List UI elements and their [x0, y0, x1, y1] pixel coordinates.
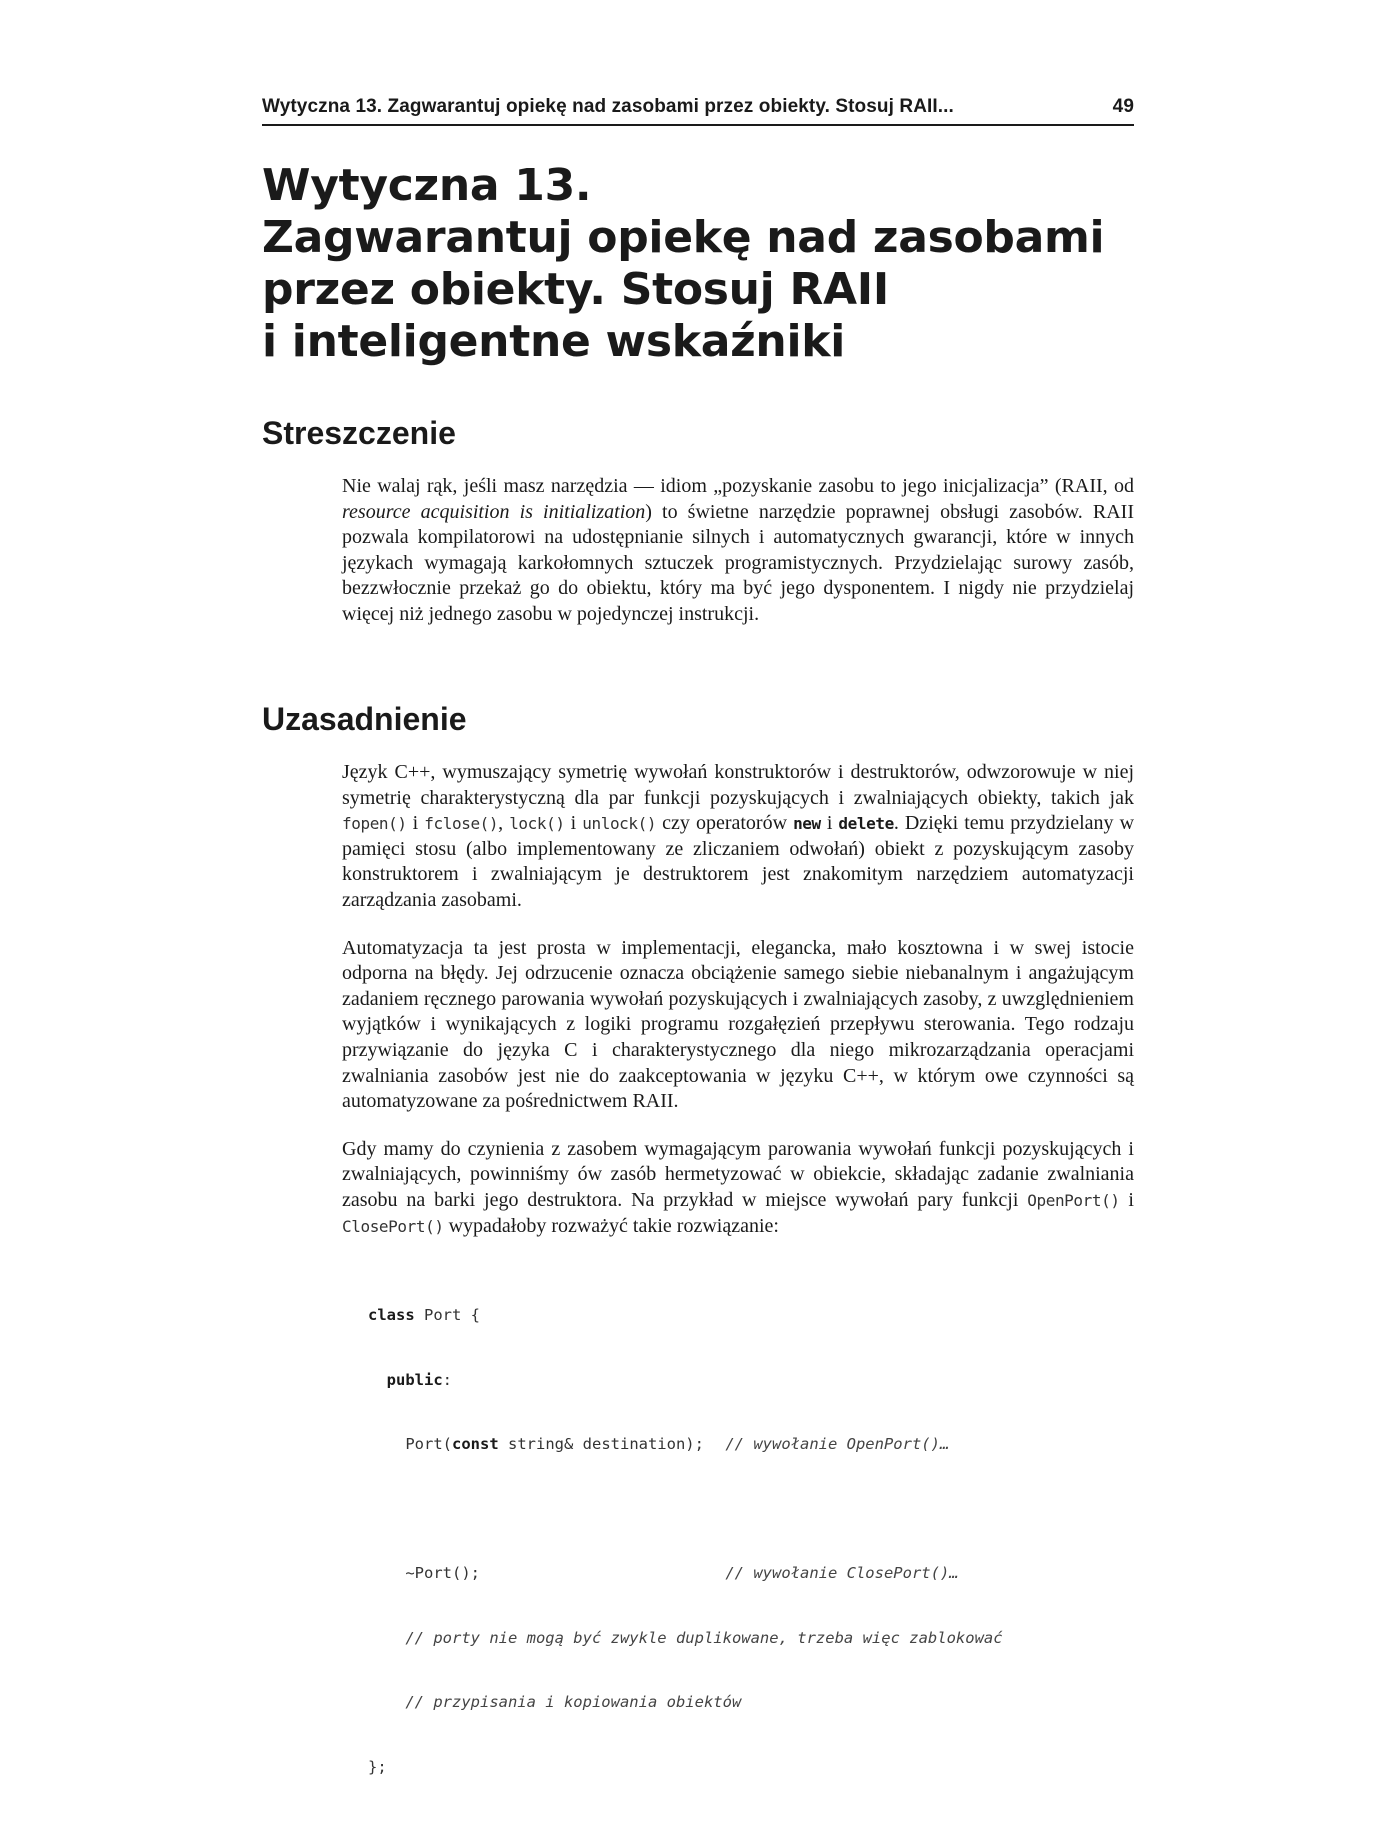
- code-line-6: [368, 1692, 1003, 1714]
- chapter-title: [262, 160, 1122, 368]
- text-run: i: [406, 812, 425, 835]
- code-keyword: public: [386, 1370, 443, 1389]
- code-line-3: [368, 1434, 1003, 1456]
- section-heading-rationale: Uzasadnienie: [262, 701, 467, 737]
- text-run: ) to świetne narzędzie poprawnej obsługi zasobów. RAII pozwala kompilatorowi na udostępnianie silnych i automatycznych gwarancji, które w innych językach wymagają karkołomnych sztuczek programistycznych. Przydzielając surowy zasób, bezzwłocznie przekaż go do obiektu, który ma być jego dysponentem. I nigdy nie przydzielaj więcej niż jednego zasobu w pojedynczej instrukcji.: [342, 500, 1134, 625]
- summary-text: [342, 474, 1134, 628]
- rationale-paragraph-1: [342, 760, 1134, 914]
- inline-code: OpenPort(): [1027, 1190, 1120, 1210]
- text-run: i: [820, 812, 839, 835]
- text-run: Gdy mamy do czynienia z zasobem wymagającym parowania wywołań funkcji pozyskujących i zwalniających, powinniśmy ów zasób hermetyzować w obiekcie, składając zadanie zwalniania zasobu na barki jego destruktora. Na przykład w miejsce wywołań pary funkcji: [342, 1137, 1134, 1211]
- chapter-title-line-3: przez obiekty. Stosuj RAII: [262, 264, 889, 315]
- inline-code: lock(): [509, 814, 565, 834]
- section-heading-summary: Streszczenie: [262, 415, 456, 451]
- code-line-blank: [368, 1499, 1003, 1521]
- code-comment: // porty nie mogą być zwykle duplikowane, trzeba więc zablokować: [405, 1628, 1003, 1647]
- code-comment: // wywołanie OpenPort()…: [725, 1435, 950, 1453]
- code-comment: // wywołanie ClosePort()…: [725, 1564, 959, 1582]
- code-listing: [368, 1262, 1003, 1821]
- text-run: . Dzięki temu przydzielany w pamięci stosu (albo implementowany ze zliczaniem odwołań) obiekt z pozyskującym zasoby konstruktorem i zwalniającym je destruktorem jest znakomitym narzędziem automatyzacji zarządzania zasobami.: [342, 812, 1135, 911]
- code-line-7: [368, 1757, 1003, 1779]
- rationale-text: [342, 760, 1134, 1239]
- summary-paragraph: [342, 474, 1134, 628]
- text-run: i: [1119, 1188, 1134, 1211]
- code-text: ~Port();: [405, 1564, 480, 1582]
- running-header-title: Wytyczna 13. Zagwarantuj opiekę nad zasobami przez obiekty. Stosuj RAII...: [262, 96, 954, 117]
- code-keyword: class: [368, 1306, 415, 1324]
- text-run: Nie walaj rąk, jeśli masz narzędzia — idiom „pozyskanie zasobu to jego inicjalizacja” (RAII, od: [342, 475, 1134, 497]
- code-line-1: [368, 1305, 1003, 1327]
- inline-code: ClosePort(): [342, 1216, 444, 1236]
- code-text: :: [442, 1370, 453, 1389]
- chapter-title-line-1: Wytyczna 13.: [262, 160, 592, 211]
- inline-keyword: new: [793, 814, 821, 834]
- code-text: string& destination);: [498, 1435, 704, 1453]
- text-run: i: [564, 812, 583, 835]
- rationale-paragraph-2: Automatyzacja ta jest prosta w implementacji, elegancka, mało kosztowna i w swej istocie odporna na błędy. Jej odrzucenie oznacza obciążenie samego siebie niebanalnym i angażującym zadaniem ręcznego parowania wywołań pozyskujących i zwalniających zasoby, z uwzględnieniem wyjątków i wynikających z logiki programu rozgałęzień przepływu sterowania. Tego rodzaju przywiązanie do języka C i charakterystycznego dla niego mikrozarządzania operacjami zwalniania zasobów jest nie do zaakceptowania w języku C++, w którym owe czynności są automatyzowane za pośrednictwem RAII.: [342, 936, 1134, 1113]
- code-comment: // przypisania i kopiowania obiektów: [405, 1693, 742, 1711]
- chapter-title-line-2: Zagwarantuj opiekę nad zasobami: [262, 212, 1105, 263]
- code-text: Port(: [405, 1435, 452, 1453]
- text-run: czy operatorów: [656, 812, 794, 835]
- chapter-title-line-4: i inteligentne wskaźniki: [262, 316, 845, 367]
- text-run: wypadałoby rozważyć takie rozwiązanie:: [443, 1214, 779, 1237]
- code-text: Port {: [414, 1306, 480, 1324]
- code-text: };: [368, 1757, 387, 1776]
- inline-keyword: delete: [838, 814, 894, 834]
- page-number: 49: [1112, 96, 1134, 117]
- running-header: [262, 96, 1134, 118]
- text-run: ,: [498, 812, 510, 835]
- inline-code: unlock(): [582, 814, 657, 834]
- italic-term: resource acquisition is initialization: [342, 500, 646, 523]
- code-line-2: [368, 1370, 1003, 1392]
- header-rule: [262, 124, 1134, 126]
- rationale-paragraph-3: [342, 1137, 1134, 1239]
- code-line-5: [368, 1628, 1003, 1650]
- text-run: Język C++, wymuszający symetrię wywołań konstruktorów i destruktorów, odwzorowuje w niej symetrię charakterystyczną dla par funkcji pozyskujących i zwalniających obiekty, takich jak: [342, 761, 1134, 809]
- code-keyword: const: [452, 1435, 499, 1453]
- inline-code: fopen(): [342, 814, 407, 834]
- inline-code: fclose(): [424, 814, 499, 834]
- code-line-4: [368, 1563, 1003, 1585]
